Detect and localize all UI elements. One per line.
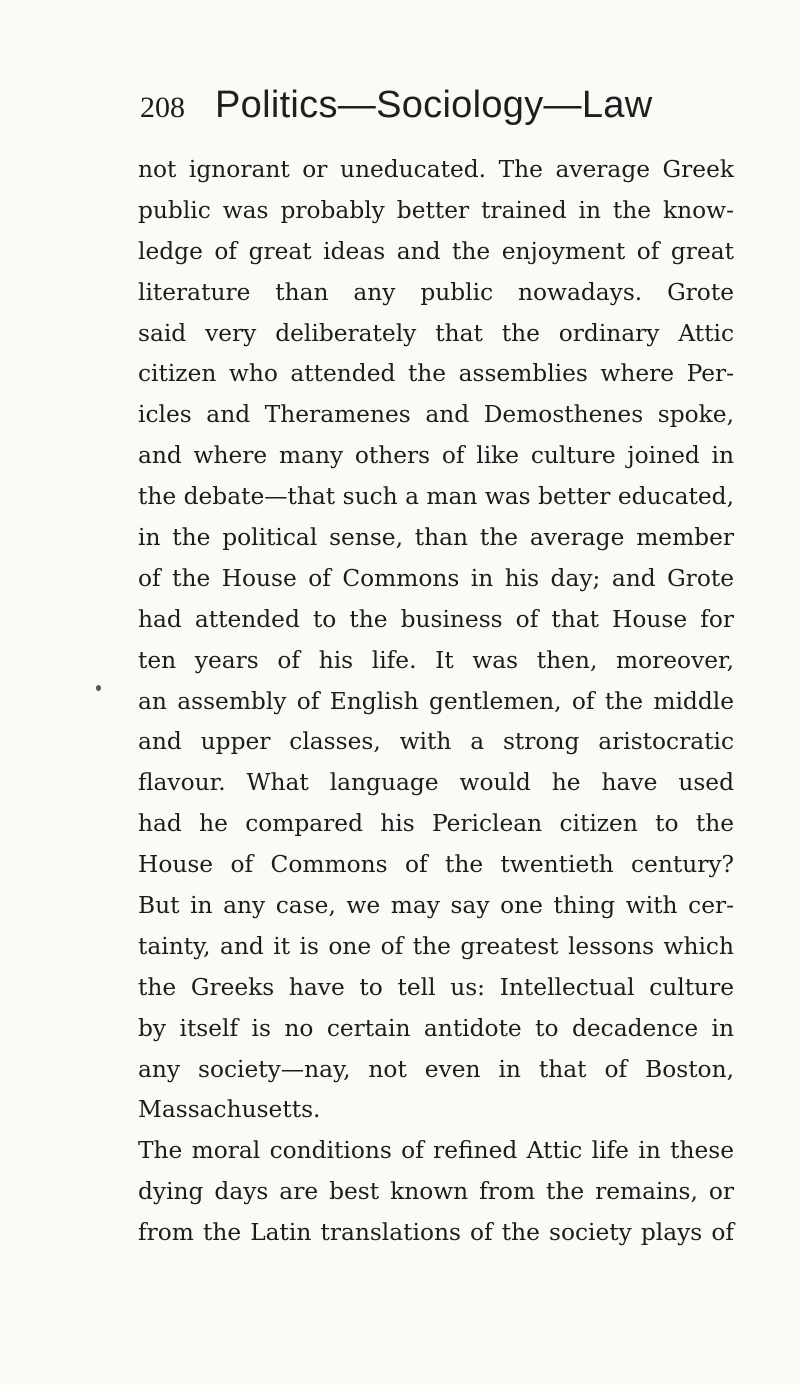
text-line: Massachusetts.	[138, 1096, 321, 1124]
text-line: and where many others of like culture joined in	[138, 442, 734, 470]
margin-mark	[96, 685, 101, 691]
text-line: The moral conditions of refined Attic life in these	[138, 1137, 734, 1165]
text-line: But in any case, we may say one thing with cer-	[138, 892, 734, 920]
text-line: had he compared his Periclean citizen to the	[138, 810, 734, 838]
text-line: by itself is no certain antidote to decadence in	[138, 1014, 734, 1042]
text-line: ledge of great ideas and the enjoyment of great	[138, 237, 734, 265]
running-head: Politics—Sociology—Law	[215, 84, 653, 126]
text-line: and upper classes, with a strong aristocratic	[138, 728, 734, 756]
text-line: had attended to the business of that House for	[138, 605, 734, 633]
text-line: any society—nay, not even in that of Boston,	[138, 1055, 734, 1083]
text-line: flavour. What language would he have used	[138, 769, 734, 797]
text-line: from the Latin translations of the society plays of	[138, 1219, 734, 1247]
text-line: an assembly of English gentlemen, of the middle	[138, 687, 734, 715]
text-line: said very deliberately that the ordinary Attic	[138, 319, 734, 347]
text-line: public was probably better trained in the know-	[138, 196, 734, 224]
body-text	[138, 150, 734, 1254]
page-number: 208	[140, 91, 185, 124]
text-line: tainty, and it is one of the greatest lessons which	[138, 932, 734, 960]
text-line: of the House of Commons in his day; and Grote	[138, 564, 734, 592]
text-line: the debate—that such a man was better educated,	[138, 483, 734, 511]
text-line: the Greeks have to tell us: Intellectual culture	[138, 973, 734, 1001]
text-line: dying days are best known from the remains, or	[138, 1178, 734, 1206]
text-line: in the political sense, than the average member	[138, 524, 734, 552]
text-line: not ignorant or uneducated. The average Greek	[138, 156, 734, 183]
page-header	[140, 84, 652, 132]
text-line: citizen who attended the assemblies where Per-	[138, 360, 734, 388]
text-line: ten years of his life. It was then, moreover,	[138, 646, 734, 674]
text-line: literature than any public nowadays. Grote	[138, 278, 734, 306]
text-line: icles and Theramenes and Demosthenes spoke,	[138, 401, 734, 429]
text-line: House of Commons of the twentieth century?	[138, 851, 734, 879]
